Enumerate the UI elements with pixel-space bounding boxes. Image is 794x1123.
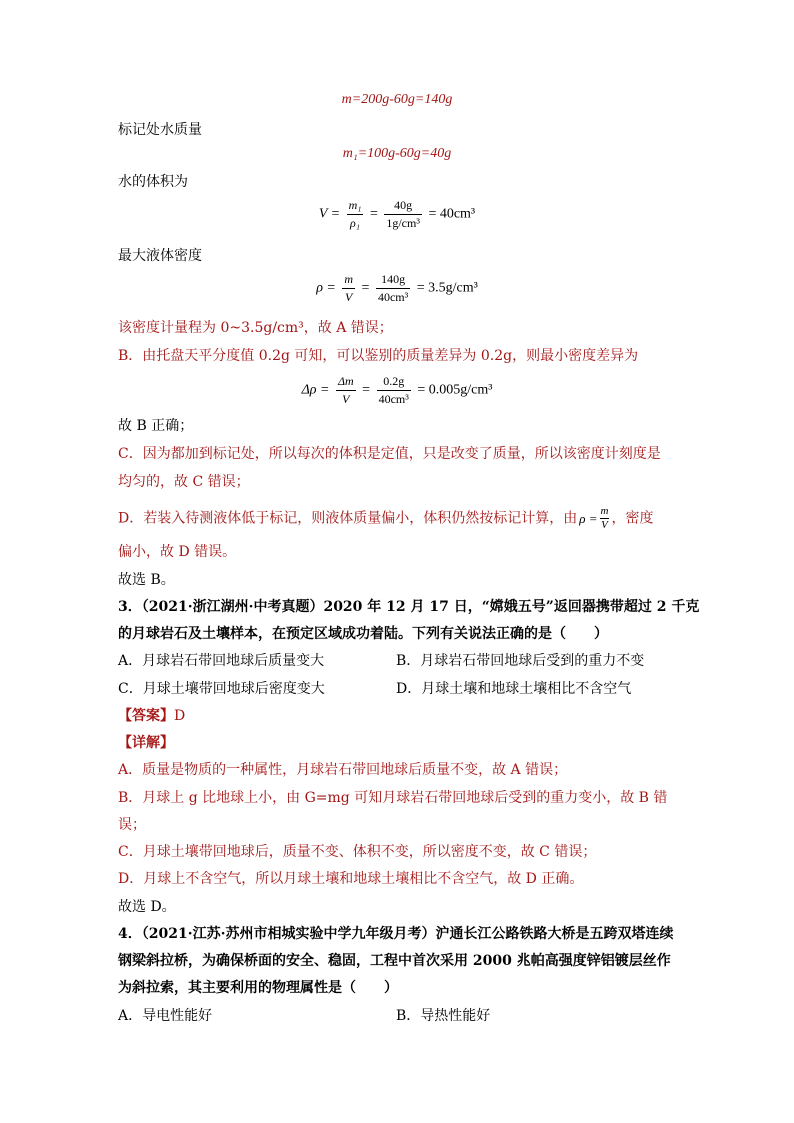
text-max-density: 最大液体密度 — [118, 248, 202, 264]
eq3-lhs: V = — [318, 206, 341, 222]
question-4-line-3: 为斜拉索，其主要利用的物理属性是（ ） — [118, 980, 398, 996]
eq5-lhs: Δρ = — [301, 382, 330, 398]
eq5-f2-den: 40cm³ — [378, 392, 409, 406]
eq3-f1-den: ρ₁ — [350, 216, 360, 230]
inline-den: V — [601, 519, 608, 531]
text-b-correct: 故 B 正确； — [118, 418, 194, 434]
text-option-c-line-1: C．因为都加到标记处，所以每次的体积是定值，只是改变了质量，所以该密度计刻度是 — [118, 446, 661, 462]
text-mark-water-mass: 标记处水质量 — [118, 122, 202, 138]
eq4-equals: = — [361, 280, 370, 296]
answer-row — [118, 706, 185, 726]
option-d-text-b: ，密度 — [611, 510, 654, 527]
equation-max-density — [0, 272, 794, 305]
question-4-line-1: 4．（2021·江苏·苏州市相城实验中学九年级月考）沪通长江公路铁路大桥是五跨双塔连续 — [118, 926, 674, 942]
eq4-fraction-1 — [342, 272, 355, 305]
answer-label: 【答案】 — [118, 708, 174, 724]
question-3-line-2: 的月球岩石及土壤样本，在预定区域成功着陆。下列有关说法正确的是（ ） — [118, 626, 608, 642]
question-3-option-a: A．月球岩石带回地球后质量变大 — [118, 653, 325, 669]
detail-label: 【详解】 — [118, 735, 174, 751]
eq5-f1-den: V — [342, 392, 350, 406]
analysis-option-a: A．质量是物质的一种属性，月球岩石带回地球后质量不变，故 A 错误； — [118, 762, 568, 778]
text-choose-b: 故选 B。 — [118, 572, 175, 588]
eq5-f1-num: Δm — [336, 374, 356, 391]
analysis-option-b-line-1: B．月球上 g 比地球上小，由 G=mg 可知月球岩石带回地球后受到的重力变小，故 B 错 — [118, 790, 668, 806]
text-option-c-line-2: 均匀的，故 C 错误； — [118, 474, 250, 490]
eq4-rhs: = 3.5g/cm³ — [416, 280, 478, 296]
eq4-f2-den: 40cm³ — [377, 290, 409, 304]
text-range-conclusion: 该密度计量程为 0~3.5g/cm³，故 A 错误； — [118, 320, 393, 336]
text-water-volume: 水的体积为 — [118, 174, 188, 190]
analysis-option-c: C．月球土壤带回地球后，质量不变、体积不变，所以密度不变，故 C 错误； — [118, 844, 597, 860]
equation-volume — [0, 198, 794, 231]
eq5-equals: = — [362, 382, 371, 398]
question-3-option-b: B．月球岩石带回地球后受到的重力不变 — [396, 653, 645, 669]
eq3-rhs: = 40cm³ — [428, 206, 476, 222]
equation-min-density-diff — [0, 374, 794, 407]
option-d-text-a: D．若装入待测液体低于标记，则液体质量偏小，体积仍然按标记计算，由 — [118, 510, 578, 527]
eq4-lhs: ρ = — [316, 280, 336, 296]
eq5-fraction-1 — [336, 374, 356, 407]
inline-num: m — [600, 505, 609, 517]
analysis-option-d: D．月球上不含空气，所以月球土壤和地球土壤相比不含空气，故 D 正确。 — [118, 871, 584, 887]
inline-density-formula — [579, 505, 609, 532]
eq3-f1-num: m₁ — [347, 198, 364, 215]
eq4-fraction-2 — [376, 272, 410, 305]
text-option-d-line-2: 偏小，故 D 错误。 — [118, 544, 237, 560]
eq5-fraction-2 — [377, 374, 411, 407]
eq3-fraction-1 — [347, 198, 364, 231]
question-4-option-a: A．导电性能好 — [118, 1008, 213, 1024]
eq4-f1-num: m — [342, 272, 355, 289]
text-option-b-reason: B．由托盘天平分度值 0.2g 可知，可以鉴别的质量差异为 0.2g，则最小密度差异为 — [118, 348, 639, 364]
equation-water-mass-total: m=200g-60g=140g — [341, 92, 453, 107]
eq4-f1-den: V — [345, 290, 353, 304]
eq5-rhs: = 0.005g/cm³ — [417, 382, 493, 398]
eq3-f2-num: 40g — [384, 198, 422, 215]
question-3-line-1: 3．（2021·浙江湖州·中考真题）2020 年 12 月 17 日，“嫦娥五号”返回器携带超过 2 千克 — [118, 599, 700, 615]
eq3-equals: = — [369, 206, 378, 222]
answer-value: D — [174, 708, 186, 724]
question-4-line-2: 钢梁斜拉桥，为确保桥面的安全、稳固，工程中首次采用 2000 兆帕高强度锌铝镀层丝作 — [118, 953, 671, 969]
equation-water-mass-mark: m₁=100g-60g=40g — [342, 146, 452, 161]
text-option-d-line-1 — [118, 505, 653, 532]
eq5-f2-num: 0.2g — [377, 374, 411, 391]
text-choose-d: 故选 D。 — [118, 899, 176, 915]
analysis-option-b-line-2: 误； — [118, 817, 146, 833]
question-3-option-d: D．月球土壤和地球土壤相比不含空气 — [396, 681, 632, 697]
eq3-fraction-2 — [384, 198, 422, 231]
inline-rho: ρ = — [579, 510, 598, 526]
eq3-f2-den: 1g/cm³ — [386, 216, 420, 230]
eq4-f2-num: 140g — [376, 272, 410, 289]
question-4-option-b: B．导热性能好 — [396, 1008, 491, 1024]
question-3-option-c: C．月球土壤带回地球后密度变大 — [118, 681, 325, 697]
